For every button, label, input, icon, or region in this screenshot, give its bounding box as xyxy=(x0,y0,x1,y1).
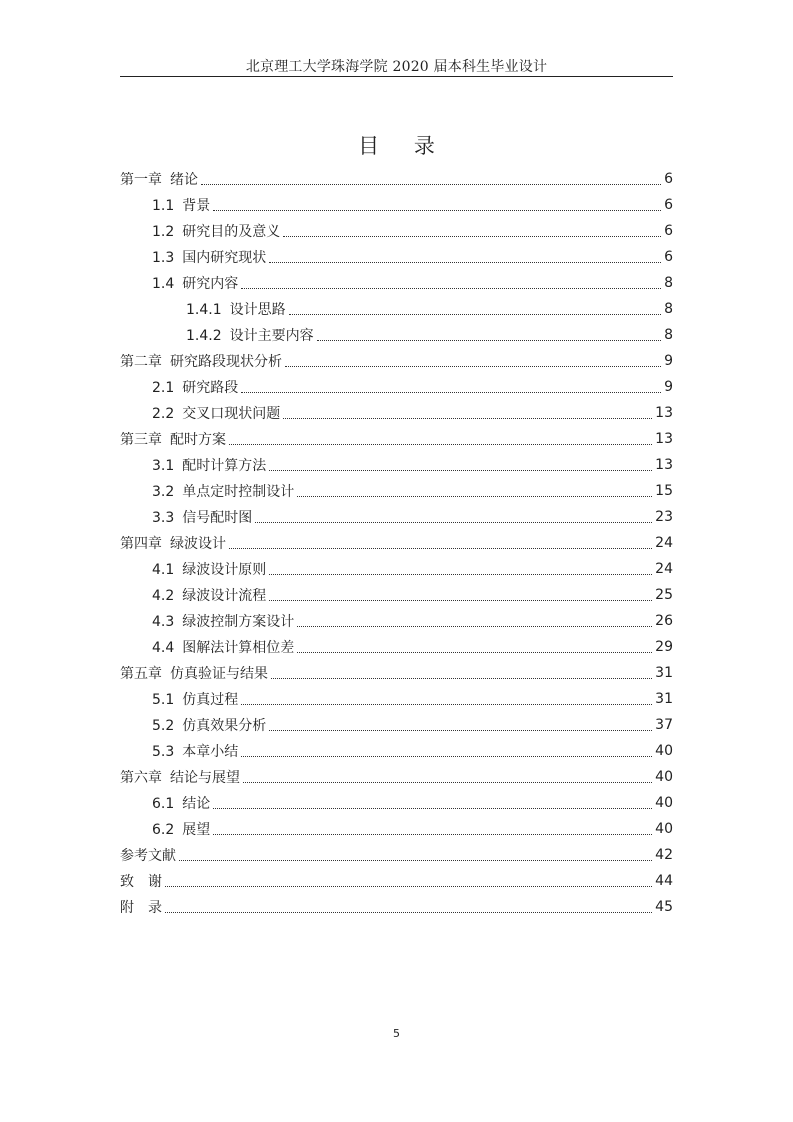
toc-entry-page: 42 xyxy=(655,847,673,863)
toc-entry-label xyxy=(152,715,266,735)
toc-entry-text: 本章小结 xyxy=(182,744,239,760)
toc-entry-label xyxy=(152,507,252,527)
toc-entry-text: 信号配时图 xyxy=(182,510,253,526)
toc-entry-page: 44 xyxy=(655,873,673,889)
toc-entry-number: 第五章 xyxy=(120,666,162,682)
toc-entry-label xyxy=(152,637,294,657)
toc-entry-text: 参考文献 xyxy=(120,848,176,864)
toc-entry-page: 13 xyxy=(655,431,673,447)
toc-entry-label xyxy=(152,247,266,267)
toc-leader-dots xyxy=(229,534,652,549)
toc-entry[interactable] xyxy=(120,426,673,452)
toc-entry-label xyxy=(152,689,238,709)
toc-entry-label xyxy=(120,429,226,449)
toc-entry-text: 单点定时控制设计 xyxy=(182,484,295,500)
toc-entry[interactable] xyxy=(120,270,673,296)
toc-leader-dots xyxy=(165,872,652,887)
toc-entry-number: 1.1 xyxy=(152,198,175,214)
toc-leader-dots xyxy=(213,820,652,835)
toc-entry[interactable] xyxy=(120,790,673,816)
toc-entry[interactable] xyxy=(120,322,673,348)
toc-entry[interactable] xyxy=(120,894,673,920)
toc-entry-number: 1.4 xyxy=(152,276,175,292)
toc-entry-text: 配时计算方法 xyxy=(182,458,267,474)
toc-entry-page: 15 xyxy=(655,483,673,499)
toc-entry-number: 5.2 xyxy=(152,718,175,734)
toc-entry[interactable] xyxy=(120,556,673,582)
toc-entry[interactable] xyxy=(120,530,673,556)
toc-entry-label xyxy=(152,455,266,475)
toc-leader-dots xyxy=(285,352,661,367)
toc-entry-label xyxy=(152,585,266,605)
toc-entry-page: 31 xyxy=(655,665,673,681)
toc-entry-number: 1.3 xyxy=(152,250,175,266)
toc-entry[interactable] xyxy=(120,218,673,244)
toc-entry-number: 3.3 xyxy=(152,510,175,526)
toc-entry-text: 交叉口现状问题 xyxy=(182,406,281,422)
toc-entry[interactable] xyxy=(120,296,673,322)
toc-entry-text: 设计思路 xyxy=(229,302,286,318)
toc-entry[interactable] xyxy=(120,478,673,504)
toc-leader-dots xyxy=(269,456,652,471)
toc-leader-dots xyxy=(297,482,652,497)
toc-entry-page: 29 xyxy=(655,639,673,655)
toc-entry-number: 4.4 xyxy=(152,640,175,656)
toc-entry-number: 5.3 xyxy=(152,744,175,760)
toc-leader-dots xyxy=(179,846,652,861)
toc-leader-dots xyxy=(241,274,661,289)
toc-entry-label xyxy=(152,273,238,293)
toc-entry-text: 研究路段 xyxy=(182,380,239,396)
toc-leader-dots xyxy=(243,768,652,783)
toc-leader-dots xyxy=(255,508,652,523)
toc-leader-dots xyxy=(283,404,652,419)
toc-entry-page: 6 xyxy=(664,249,673,265)
toc-entry-number: 4.1 xyxy=(152,562,175,578)
toc-entry[interactable] xyxy=(120,842,673,868)
toc-entry-text: 设计主要内容 xyxy=(229,328,314,344)
toc-entry-text: 致 谢 xyxy=(120,874,162,890)
toc-entry-number: 6.1 xyxy=(152,796,175,812)
toc-entry-label xyxy=(152,403,280,423)
toc-entry-page: 26 xyxy=(655,613,673,629)
toc-entry-page: 8 xyxy=(664,301,673,317)
toc-entry-number: 4.2 xyxy=(152,588,175,604)
toc-leader-dots xyxy=(283,222,661,237)
toc-entry[interactable] xyxy=(120,868,673,894)
toc-entry[interactable] xyxy=(120,452,673,478)
toc-leader-dots xyxy=(317,326,661,341)
toc-entry-page: 13 xyxy=(655,457,673,473)
toc-entry[interactable] xyxy=(120,504,673,530)
toc-entry-number: 2.2 xyxy=(152,406,175,422)
toc-entry-page: 23 xyxy=(655,509,673,525)
toc-entry-number: 1.4.2 xyxy=(186,328,222,344)
toc-entry-text: 国内研究现状 xyxy=(182,250,267,266)
toc-entry-text: 绿波设计流程 xyxy=(182,588,267,604)
toc-entry-text: 绿波设计原则 xyxy=(182,562,267,578)
toc-entry-label xyxy=(152,559,266,579)
toc-entry-text: 研究内容 xyxy=(182,276,239,292)
toc-entry-page: 37 xyxy=(655,717,673,733)
toc-entry-label xyxy=(120,351,282,371)
toc-leader-dots xyxy=(213,794,652,809)
toc-entry-number: 第六章 xyxy=(120,770,162,786)
toc-entry-text: 绿波控制方案设计 xyxy=(182,614,295,630)
toc-entry-page: 40 xyxy=(655,743,673,759)
toc-entry-label xyxy=(152,195,210,215)
toc-entry-label xyxy=(120,845,176,865)
toc-entry[interactable] xyxy=(120,608,673,634)
toc-entry[interactable] xyxy=(120,348,673,374)
toc-entry-label xyxy=(186,299,286,319)
toc-entry-text: 附 录 xyxy=(120,900,162,916)
toc-entry-page: 40 xyxy=(655,769,673,785)
toc-entry-page: 9 xyxy=(664,379,673,395)
table-of-contents xyxy=(120,166,673,920)
toc-entry[interactable] xyxy=(120,634,673,660)
toc-entry-label xyxy=(120,871,162,891)
toc-entry-page: 45 xyxy=(655,899,673,915)
toc-entry-text: 仿真效果分析 xyxy=(182,718,267,734)
toc-entry-text: 绪论 xyxy=(170,172,198,188)
toc-entry-text: 研究路段现状分析 xyxy=(170,354,282,370)
toc-leader-dots xyxy=(289,300,661,315)
toc-leader-dots xyxy=(269,248,661,263)
toc-leader-dots xyxy=(297,612,652,627)
toc-entry-text: 仿真过程 xyxy=(182,692,239,708)
toc-entry[interactable] xyxy=(120,686,673,712)
toc-entry-number: 第二章 xyxy=(120,354,162,370)
toc-entry[interactable] xyxy=(120,244,673,270)
toc-entry-text: 研究目的及意义 xyxy=(182,224,281,240)
toc-entry-label xyxy=(120,169,198,189)
toc-entry-number: 4.3 xyxy=(152,614,175,630)
toc-entry-label xyxy=(152,793,210,813)
toc-entry-label xyxy=(120,767,240,787)
toc-entry[interactable] xyxy=(120,816,673,842)
toc-leader-dots xyxy=(271,664,652,679)
toc-entry-label xyxy=(152,221,280,241)
toc-entry-label xyxy=(120,897,162,917)
toc-entry[interactable] xyxy=(120,166,673,192)
toc-entry-page: 6 xyxy=(664,197,673,213)
toc-entry[interactable] xyxy=(120,192,673,218)
toc-entry-text: 展望 xyxy=(182,822,211,838)
toc-entry[interactable] xyxy=(120,400,673,426)
toc-entry-page: 40 xyxy=(655,795,673,811)
toc-entry-number: 第一章 xyxy=(120,172,162,188)
toc-entry-label xyxy=(120,533,226,553)
toc-leader-dots xyxy=(269,560,652,575)
toc-entry-label xyxy=(152,819,210,839)
toc-entry-number: 3.1 xyxy=(152,458,175,474)
toc-entry[interactable] xyxy=(120,582,673,608)
toc-entry-text: 配时方案 xyxy=(170,432,226,448)
toc-entry-text: 绿波设计 xyxy=(170,536,226,552)
toc-entry-text: 结论与展望 xyxy=(170,770,240,786)
toc-leader-dots xyxy=(213,196,661,211)
toc-entry-page: 8 xyxy=(664,275,673,291)
toc-entry-label xyxy=(186,325,314,345)
toc-entry[interactable] xyxy=(120,712,673,738)
toc-entry-text: 结论 xyxy=(182,796,211,812)
toc-entry-page: 9 xyxy=(664,353,673,369)
toc-entry-label xyxy=(152,741,238,761)
toc-entry[interactable] xyxy=(120,374,673,400)
toc-leader-dots xyxy=(241,742,652,757)
toc-entry-number: 1.2 xyxy=(152,224,175,240)
toc-entry-number: 6.2 xyxy=(152,822,175,838)
toc-entry-number: 5.1 xyxy=(152,692,175,708)
toc-entry-label xyxy=(152,377,238,397)
toc-entry-page: 31 xyxy=(655,691,673,707)
toc-leader-dots xyxy=(165,898,652,913)
toc-entry-page: 24 xyxy=(655,535,673,551)
toc-entry-label xyxy=(120,663,268,683)
toc-entry-label xyxy=(152,481,294,501)
toc-leader-dots xyxy=(269,716,652,731)
toc-entry-page: 25 xyxy=(655,587,673,603)
toc-title: 目 录 xyxy=(358,134,449,158)
toc-entry-label xyxy=(152,611,294,631)
toc-entry-text: 图解法计算相位差 xyxy=(182,640,295,656)
toc-entry-page: 40 xyxy=(655,821,673,837)
toc-entry-page: 8 xyxy=(664,327,673,343)
page-number: 5 xyxy=(393,1027,400,1040)
toc-entry-page: 6 xyxy=(664,223,673,239)
toc-entry[interactable] xyxy=(120,660,673,686)
page-header: 北京理工大学珠海学院 2020 届本科生毕业设计 xyxy=(245,59,548,75)
toc-leader-dots xyxy=(229,430,652,445)
toc-entry-number: 3.2 xyxy=(152,484,175,500)
toc-entry-page: 24 xyxy=(655,561,673,577)
toc-entry-number: 2.1 xyxy=(152,380,175,396)
toc-entry[interactable] xyxy=(120,764,673,790)
toc-leader-dots xyxy=(269,586,652,601)
toc-leader-dots xyxy=(297,638,652,653)
toc-entry-number: 第三章 xyxy=(120,432,162,448)
toc-entry-text: 背景 xyxy=(182,198,211,214)
toc-entry[interactable] xyxy=(120,738,673,764)
toc-entry-number: 第四章 xyxy=(120,536,162,552)
toc-leader-dots xyxy=(241,690,652,705)
header-divider xyxy=(120,76,673,77)
toc-entry-number: 1.4.1 xyxy=(186,302,222,318)
toc-entry-page: 13 xyxy=(655,405,673,421)
toc-leader-dots xyxy=(241,378,661,393)
toc-leader-dots xyxy=(201,170,661,185)
toc-entry-text: 仿真验证与结果 xyxy=(170,666,268,682)
toc-entry-page: 6 xyxy=(664,171,673,187)
